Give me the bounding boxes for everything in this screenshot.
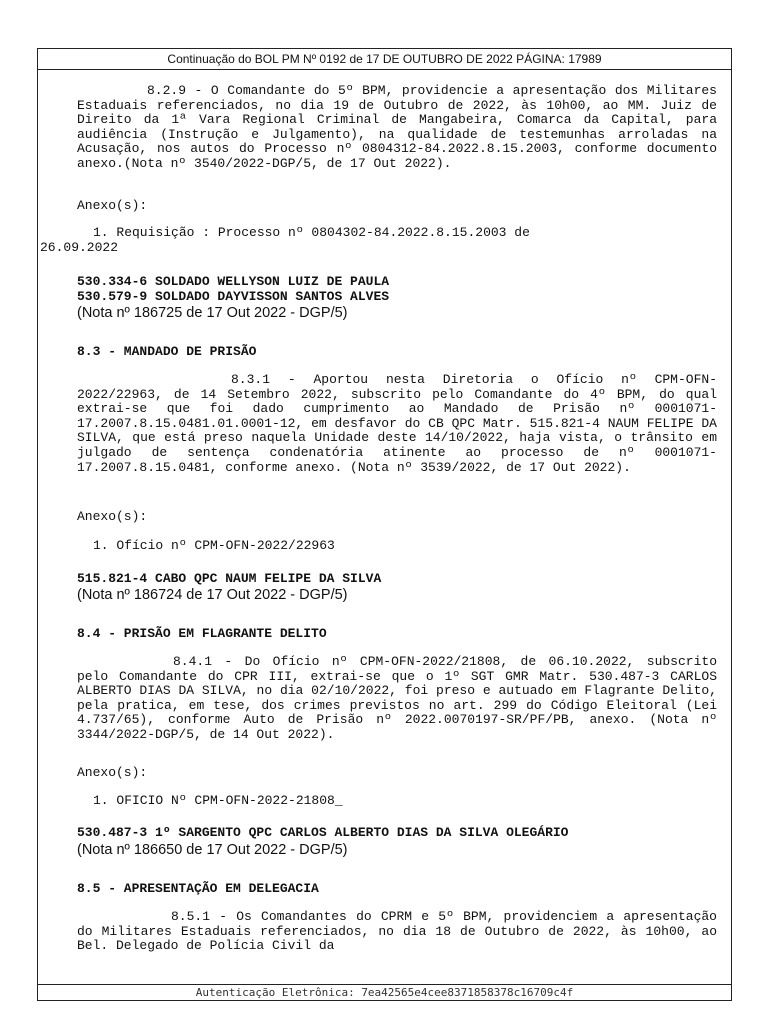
section-title-8-4: 8.4 - PRISÃO EM FLAGRANTE DELITO — [77, 626, 327, 641]
militar-name: 530.487-3 1º SARGENTO QPC CARLOS ALBERTO DIAS DA SILVA OLEGÁRIO — [77, 825, 569, 840]
anexo-item-continuation: 26.09.2022 — [40, 240, 119, 255]
paragraph-8-2-9: 8.2.9 - O Comandante do 5º BPM, providencie a apresentação dos Militares Estaduais referenciados, no dia 19 de Outubro de 2022, às 10h00, ao MM. Juiz de Direito da 1ª Vara Regional Criminal de Mangabeira, Comarca da Capital, para audiência (Instrução e Julgamento), na qualidade de testemunhas arroladas na Acusação, nos autos do Processo nº 0804312-84.2022.8.15.2003, conforme documento anexo.(Nota nº 3540/2022-DGP/5, de 17 Out 2022). — [77, 83, 717, 171]
anexo-item: 1. OFICIO Nº CPM-OFN-2022-21808_ — [93, 793, 343, 808]
nota-reference: (Nota nº 186650 de 17 Out 2022 - DGP/5) — [77, 842, 348, 858]
paragraph-8-3-1: 8.3.1 - Aportou nesta Diretoria o Ofício nº CPM-OFN-2022/22963, de 14 Setembro 2022, subscrito pelo Comandante do 4º BPM, do qual extrai-se que foi dado cumprimento ao Mandado de Prisão nº 0001071-17.2007.8.15.0481.01.0001-12, em desfavor do CB QPC Matr. 515.821-4 NAUM FELIPE DA SILVA, que está preso naquela Unidade deste 14/10/2022, haja vista, o trânsito em julgado de sentença condenatória atinente ao processo de nº 0001071-17.2007.8.15.0481, conforme anexo. (Nota nº 3539/2022, de 17 Out 2022). — [77, 372, 717, 475]
anexo-item: 1. Requisição : Processo nº 0804302-84.2022.8.15.2003 de — [93, 225, 530, 240]
nota-reference: (Nota nº 186724 de 17 Out 2022 - DGP/5) — [77, 587, 348, 603]
anexo-label: Anexo(s): — [77, 198, 148, 213]
section-title-8-3: 8.3 - MANDADO DE PRISÃO — [77, 344, 257, 359]
nota-reference: (Nota nº 186725 de 17 Out 2022 - DGP/5) — [77, 305, 348, 321]
militar-name: 530.579-9 SOLDADO DAYVISSON SANTOS ALVES — [77, 289, 390, 304]
electronic-authentication: Autenticação Eletrônica: 7ea42565e4cee8371858378c16709c4f — [37, 984, 732, 1001]
paragraph-8-5-1: 8.5.1 - Os Comandantes do CPRM e 5º BPM, providenciem a apresentação do Militares Estaduais referenciados, no dia 18 de Outubro de 2022, às 10h00, ao Bel. Delegado de Polícia Civil da — [77, 910, 717, 954]
section-title-8-5: 8.5 - APRESENTAÇÃO EM DELEGACIA — [77, 881, 319, 896]
paragraph-8-4-1: 8.4.1 - Do Ofício nº CPM-OFN-2022/21808, de 06.10.2022, subscrito pelo Comandante do CPR III, extrai-se que o 1º SGT GMR Matr. 530.487-3 CARLOS ALBERTO DIAS DA SILVA, no dia 02/10/2022, foi preso e autuado em Flagrante Delito, pela pratica, em tese, dos crimes previstos no art. 299 do Código Eleitoral (Lei 4.737/65), conforme Auto de Prisão nº 2022.0070197-SR/PF/PB, anexo. (Nota nº 3344/2022-DGP/5, de 14 Out 2022). — [77, 654, 717, 742]
anexo-label: Anexo(s): — [77, 765, 148, 780]
anexo-label: Anexo(s): — [77, 509, 148, 524]
anexo-item: 1. Ofício nº CPM-OFN-2022/22963 — [93, 538, 335, 553]
militar-name: 530.334-6 SOLDADO WELLYSON LUIZ DE PAULA — [77, 274, 390, 289]
bulletin-header: Continuação do BOL PM Nº 0192 de 17 DE OUTUBRO DE 2022 PÁGINA: 17989 — [37, 48, 732, 70]
militar-name: 515.821-4 CABO QPC NAUM FELIPE DA SILVA — [77, 571, 382, 586]
